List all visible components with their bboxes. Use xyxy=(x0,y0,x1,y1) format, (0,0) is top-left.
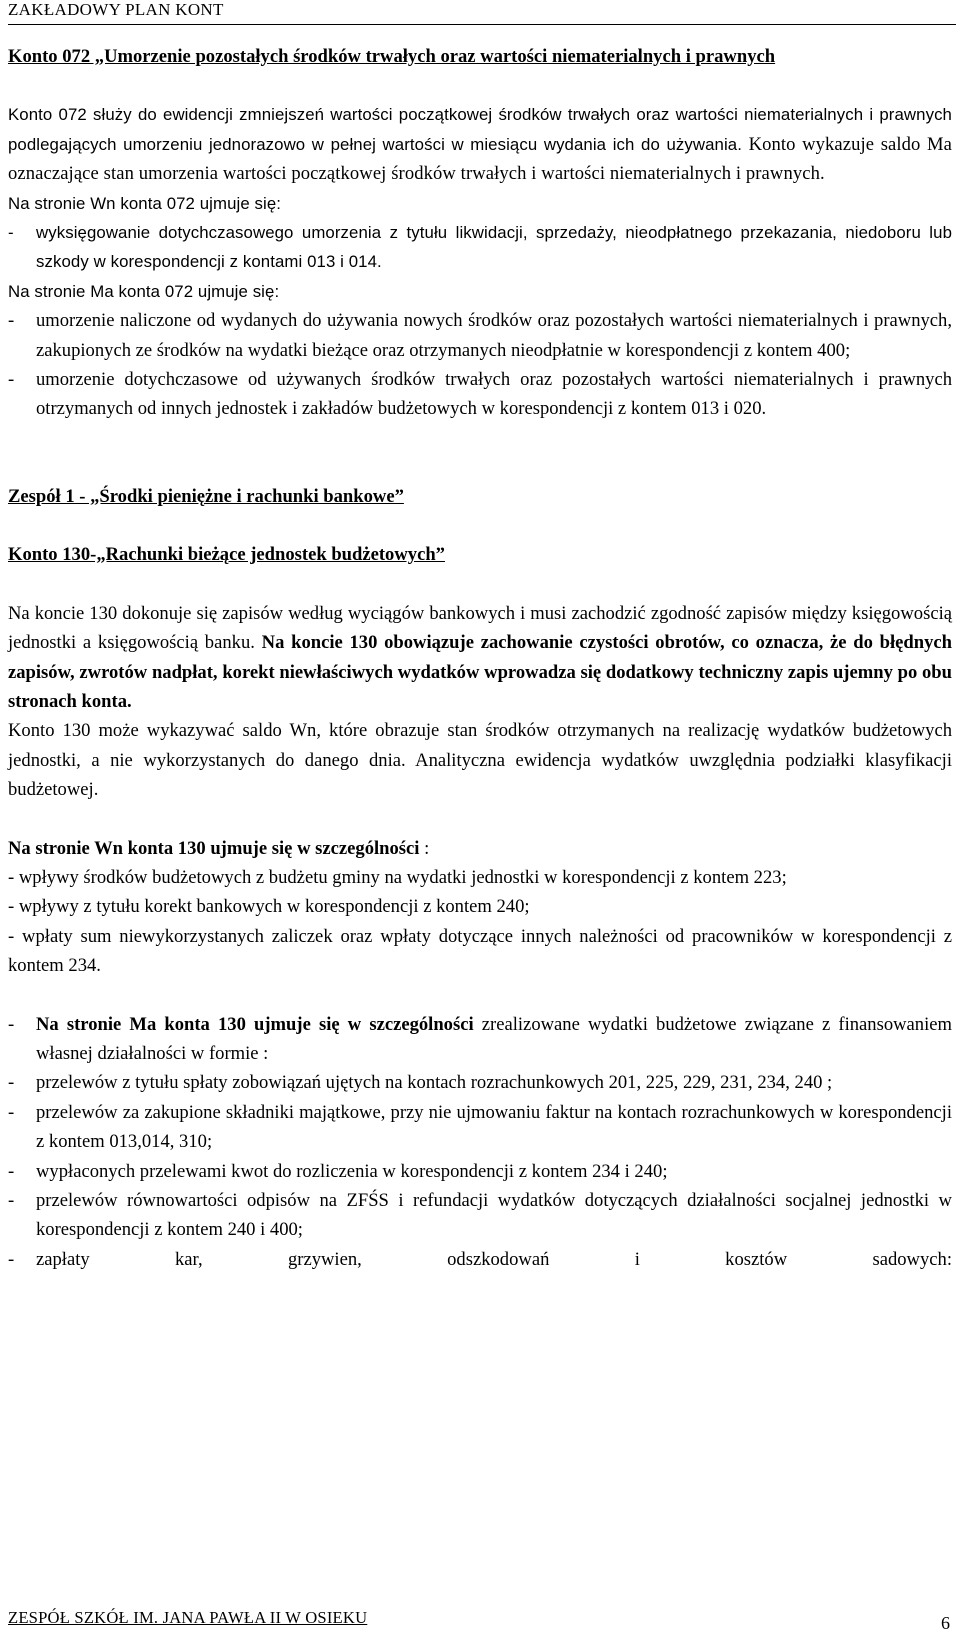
spacer xyxy=(8,424,952,453)
konto-130-p1-normal: Na koncie 130 dokonuje się zapisów według wyciągów bankowych i musi zachodzić zgodność zapisów między księgowością jednostki a księgowością banku. xyxy=(8,602,952,654)
list-item-text: wpływy z tytułu korekt bankowych w korespondencji z kontem 240; xyxy=(18,896,530,918)
list-dash: - xyxy=(8,866,15,888)
konto-072-description-part2: Konto wykazuje saldo Ma oznaczające stan umorzenia wartości początkowej środków trwałych i wartości niematerialnych i prawnych. xyxy=(8,133,952,185)
konto-130-wn-heading-bold: Na stronie Wn konta 130 ujmuje się w szczególności xyxy=(8,837,420,859)
spacer xyxy=(8,981,952,1010)
header-rule xyxy=(8,24,956,25)
list-item-text: przelewów z tytułu spłaty zobowiązań ujętych na kontach rozrachunkowych 201, 225, 229, 231, 234, 240 ; xyxy=(36,1072,833,1094)
konto-072-ma-item xyxy=(8,365,952,424)
konto-072-wn-heading: Na stronie Wn konta 072 ujmuje się: xyxy=(8,193,282,213)
konto-130-p1-bold: Na koncie 130 obowiązuje zachowanie czystości obrotów, co oznacza, że do błędnych zapisów, zwrotów nadpłat, korekt niewłaściwych wydatków wprowadza się dodatkowy techniczny zapis ujemny po obu stronach konta. xyxy=(8,632,952,712)
zespol-1-title: Zespół 1 - „Środki pieniężne i rachunki bankowe” xyxy=(8,485,404,507)
list-item-text: wyksięgowanie dotychczasowego umorzenia z tytułu likwidacji, sprzedaży, nieodpłatnego przekazania, niedoboru lub szkody w korespondencji z kontami 013 i 014. xyxy=(36,223,952,272)
konto-130-ma-heading-suffix: zrealizowane wydatki budżetowe związane z finansowaniem własnej działalności w formie : xyxy=(36,1013,952,1064)
spacer xyxy=(8,805,952,834)
konto-130-wn-item xyxy=(8,922,952,981)
konto-072-wn-item xyxy=(8,218,952,277)
footer-page-number: 6 xyxy=(941,1613,950,1633)
konto-130-wn-heading-suffix: : xyxy=(419,837,430,859)
list-dash: - xyxy=(8,1101,15,1123)
konto-130-paragraph-2: Konto 130 może wykazywać saldo Wn, które obrazuje stan środków otrzymanych na realizację wydatków budżetowych jednostki, a nie wykorzystanych do danego dnia. Analityczna ewidencja wydatków uwzględnia podziałki klasyfikacji budżetowej. xyxy=(8,720,952,801)
list-dash: - xyxy=(8,1190,15,1211)
list-dash: - xyxy=(8,896,15,918)
list-dash: - xyxy=(8,1013,15,1035)
list-item-text: wpłaty sum niewykorzystanych zaliczek oraz wpłaty dotyczące innych należności od pracowników w korespondencji z kontem 234. xyxy=(8,925,952,977)
spacer xyxy=(8,570,952,599)
konto-072-title: Konto 072 „Umorzenie pozostałych środków trwałych oraz wartości niematerialnych i prawnych xyxy=(8,46,776,67)
spacer xyxy=(8,453,952,482)
konto-130-ma-item xyxy=(8,1186,952,1245)
footer-school-name: ZESPÓŁ SZKÓŁ IM. JANA PAWŁA II W OSIEKU xyxy=(8,1608,368,1627)
konto-130-wn-heading xyxy=(8,834,952,863)
spacer xyxy=(8,511,952,540)
list-item-text: wpływy środków budżetowych z budżetu gminy na wydatki jednostki w korespondencji z kontem 223; xyxy=(18,866,787,888)
konto-130-ma-item xyxy=(8,1245,952,1274)
list-dash: - xyxy=(8,1160,15,1182)
list-item-text: umorzenie naliczone od wydanych do używania nowych środków oraz pozostałych wartości niematerialnych i prawnych, zakupionych ze środków na wydatki bieżące oraz otrzymanych nieodpłatnie w korespondencji z kontem 400; xyxy=(36,310,952,361)
konto-072-description-part1: Konto 072 służy do ewidencji zmniejszeń wartości początkowej środków trwałych oraz wartości niematerialnych i prawnych podlegających umorzeniu jednorazowo w pełnej wartości w miesiącu wydania ich do używania. xyxy=(8,105,952,154)
document-body xyxy=(8,42,952,1274)
list-item-text: przelewów za zakupione składniki majątkowe, przy nie ujmowaniu faktur na kontach rozrachunkowych w korespondencji z kontem 013,014, 310; xyxy=(36,1101,952,1153)
list-item-text: zapłaty kar, grzywien, odszkodowań i kosztów sadowych: xyxy=(36,1248,952,1270)
konto-130-paragraph-1 xyxy=(8,599,952,717)
konto-130-title: Konto 130-„Rachunki bieżące jednostek budżetowych” xyxy=(8,544,445,566)
list-dash: - xyxy=(8,223,14,243)
list-dash: - xyxy=(8,369,15,391)
konto-130-wn-item xyxy=(8,863,952,892)
konto-130-wn-item xyxy=(8,892,952,921)
list-dash: - xyxy=(8,1248,15,1270)
list-item-text: przelewów równowartości odpisów na ZFŚS i refundacji wydatków dotyczących działalności socjalnej jednostki w korespondencji z kontem 240 i 400; xyxy=(36,1190,952,1241)
spacer xyxy=(8,71,952,100)
konto-130-ma-heading xyxy=(8,1010,952,1069)
konto-130-ma-item xyxy=(8,1098,952,1157)
konto-130-ma-heading-text xyxy=(36,1010,952,1069)
list-dash: - xyxy=(8,1072,15,1094)
list-dash: - xyxy=(8,310,15,332)
konto-130-ma-heading-bold: Na stronie Ma konta 130 ujmuje się w szczególności xyxy=(36,1013,474,1035)
konto-072-ma-item xyxy=(8,306,952,365)
list-item-text: wypłaconych przelewami kwot do rozliczenia w korespondencji z kontem 234 i 240; xyxy=(36,1160,668,1182)
list-item-text: umorzenie dotychczasowe od używanych środków trwałych oraz pozostałych wartości niematerialnych i prawnych otrzymanych od innych jednostek i zakładów budżetowych w korespondencji z kontem 013 i 020. xyxy=(36,369,952,420)
konto-130-ma-item xyxy=(8,1157,952,1186)
konto-072-ma-heading: Na stronie Ma konta 072 ujmuje się: xyxy=(8,281,280,301)
page-header: ZAKŁADOWY PLAN KONT xyxy=(8,0,224,19)
list-dash: - xyxy=(8,925,15,947)
konto-072-description xyxy=(8,100,952,188)
konto-130-ma-item xyxy=(8,1068,952,1097)
